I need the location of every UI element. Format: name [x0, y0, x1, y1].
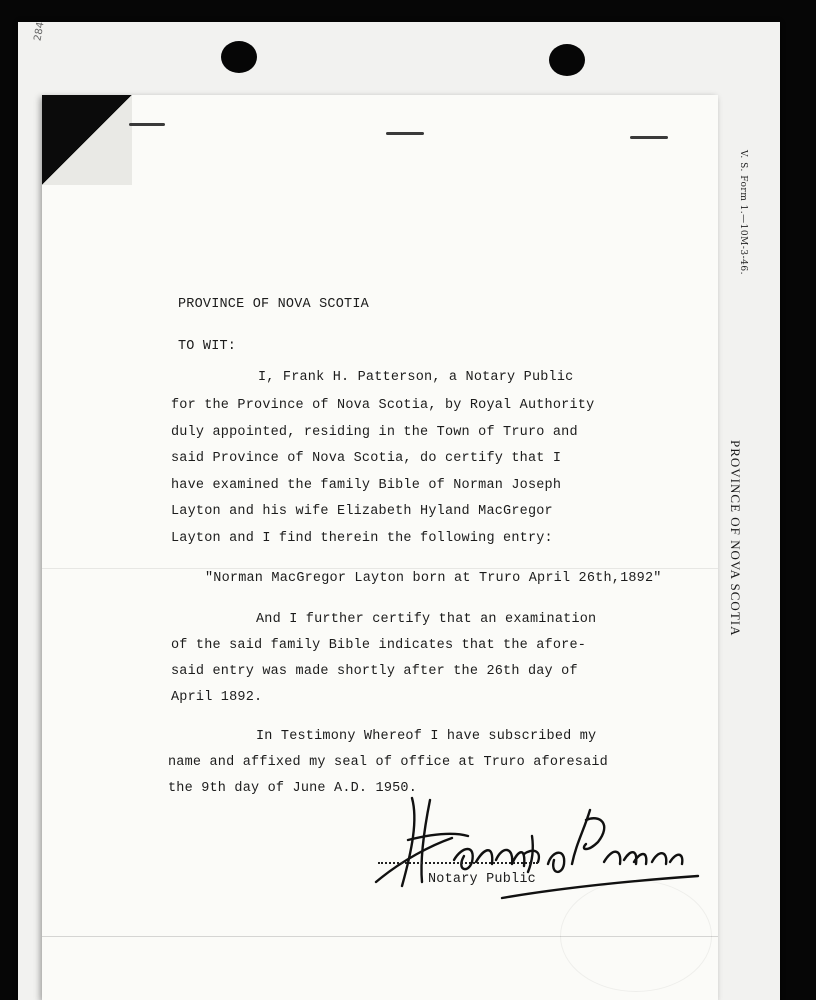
- back-form-title: PROVINCE OF NOVA SCOTIA: [728, 440, 743, 637]
- body-line: have examined the family Bible of Norman Joseph: [171, 478, 562, 493]
- form-code: V. S. Form 1.—10M-3-46.: [738, 150, 748, 275]
- body-line: for the Province of Nova Scotia, by Royal Authority: [171, 398, 595, 413]
- to-wit-label: TO WIT:: [178, 339, 237, 354]
- paragraph-line: April 1892.: [171, 690, 263, 705]
- staple: [386, 132, 424, 135]
- body-line: duly appointed, residing in the Town of Truro and: [171, 425, 578, 440]
- testimony-line: name and affixed my seal of office at Truro aforesaid: [168, 755, 608, 770]
- embossed-seal: [560, 880, 712, 992]
- paragraph-line: of the said family Bible indicates that the afore-: [171, 638, 587, 653]
- signature-line: [378, 862, 538, 864]
- signature-label: Notary Public: [428, 872, 536, 887]
- corner-note: 284: [32, 21, 47, 42]
- quoted-bible-entry: "Norman MacGregor Layton born at Truro April 26th,1892": [205, 571, 662, 586]
- staple: [630, 136, 668, 139]
- paragraph-line: And I further certify that an examination: [256, 612, 597, 627]
- folded-corner: [42, 95, 132, 185]
- staple: [129, 123, 165, 126]
- paragraph-line: said entry was made shortly after the 26th day of: [171, 664, 578, 679]
- body-line: I, Frank H. Patterson, a Notary Public: [258, 370, 574, 385]
- paper-fold: [42, 568, 718, 569]
- certificate-heading: PROVINCE OF NOVA SCOTIA: [178, 297, 369, 312]
- body-line: Layton and his wife Elizabeth Hyland MacGregor: [171, 504, 553, 519]
- punch-hole: [221, 41, 257, 73]
- testimony-line: the 9th day of June A.D. 1950.: [168, 781, 418, 796]
- body-line: said Province of Nova Scotia, do certify that I: [171, 451, 562, 466]
- punch-hole: [549, 44, 585, 76]
- testimony-line: In Testimony Whereof I have subscribed my: [256, 729, 597, 744]
- body-line: Layton and I find therein the following entry:: [171, 531, 553, 546]
